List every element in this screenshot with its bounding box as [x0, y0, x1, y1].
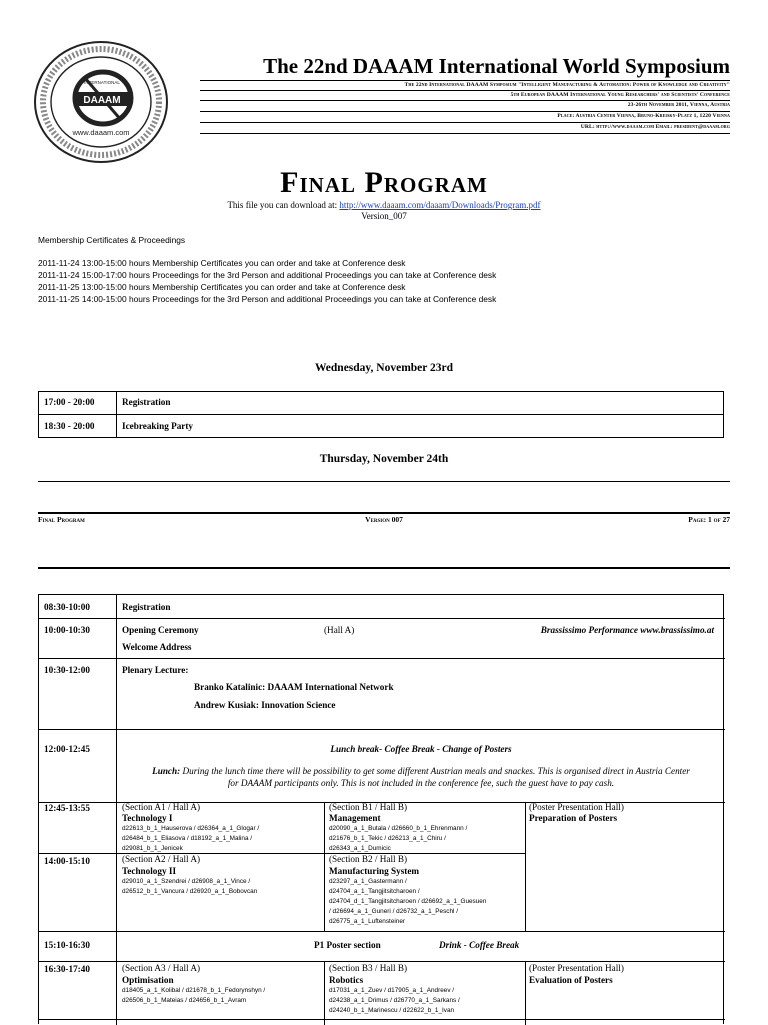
certificate-line: 2011-11-25 14:00-15:00 hours Proceedings for the 3rd Person and additional Proceedings you can take at Conference desk: [38, 294, 497, 304]
section-rule: [38, 481, 730, 482]
header-line-2: 5th European DAAAM International Young Researchers' and Scientists' Conference: [510, 92, 730, 98]
plenary-speaker: Andrew Kusiak: Innovation Science: [194, 700, 336, 710]
header-rule: [200, 90, 730, 91]
symposium-title: The 22nd DAAAM International World Symposium: [263, 54, 730, 78]
download-link[interactable]: http://www.daaam.com/daaam/Downloads/Program.pdf: [339, 200, 541, 210]
event-cell: Icebreaking Party: [122, 421, 194, 431]
plenary-lecture-label: Plenary Lecture:: [122, 665, 189, 675]
final-program-title: Final Program: [280, 166, 488, 199]
paper-list: d23297_a_1_Gastermann /: [329, 878, 407, 885]
paper-list: d20090_a_1_Butala / d26660_b_1_Ehrenmann /: [329, 825, 468, 832]
column-divider: [525, 802, 526, 931]
certificates-heading: Membership Certificates & Proceedings: [38, 235, 186, 245]
header-rule: [200, 122, 730, 123]
section-label: (Poster Presentation Hall): [529, 963, 624, 973]
event-cell: Registration: [122, 397, 171, 407]
header-rule: [200, 80, 730, 81]
header-line-4: Place: Austria Center Vienna, Bruno-Kreisky-Platz 1, 1220 Vienna: [557, 113, 730, 119]
paper-list: d29010_a_1_Szendrei / d26908_a_1_Vince /: [122, 878, 251, 885]
time-cell: 17:00 - 20:00: [44, 397, 95, 407]
daaam-logo: [33, 40, 170, 164]
time-cell: 10:30-12:00: [44, 665, 90, 675]
version-label: Version_007: [361, 211, 407, 221]
event-opening-ceremony: Opening Ceremony: [122, 625, 199, 635]
column-divider: [324, 961, 325, 1025]
section-label: (Section A2 / Hall A): [122, 854, 201, 864]
session-title: Technology I: [122, 813, 173, 823]
paper-list: d17031_a_1_Zuev / d17905_a_1_Andreev /: [329, 987, 455, 994]
section-label: (Section B3 / Hall B): [329, 963, 408, 973]
brassissimo-performance: Brassissimo Performance www.brassissimo.at: [540, 625, 714, 635]
row-divider: [39, 658, 725, 659]
daaam-seal-icon: [33, 40, 170, 164]
paper-list: / d26694_a_1_Guneri / d26732_a_1_Peschl /: [329, 908, 458, 915]
certificate-line: 2011-11-25 13:00-15:00 hours Membership Certificates you can order and take at Conference desk: [38, 282, 406, 292]
session-title: Optimisation: [122, 975, 174, 985]
time-cell: 08:30-10:00: [44, 602, 90, 612]
svg-text:www.daaam.com: www.daaam.com: [72, 128, 130, 137]
header-rule: [200, 100, 730, 101]
footer-center: Version 007: [365, 515, 403, 524]
lunch-break-title: Lunch break- Coffee Break - Change of Posters: [330, 744, 512, 754]
wednesday-table: [38, 391, 724, 438]
footer-page: Page: 1 of 27: [688, 515, 730, 524]
row-divider: [39, 853, 525, 854]
thursday-heading: Thursday, November 24th: [319, 453, 449, 465]
section-label: (Section A1 / Hall A): [122, 802, 201, 812]
paper-list: d24704_a_1_Tangjitsitcharoen /: [329, 888, 420, 895]
section-label: (Section A3 / Hall A): [122, 963, 201, 973]
certificate-line: 2011-11-24 15:00-17:00 hours Proceedings for the 3rd Person and additional Proceedings you can take at Conference desk: [38, 270, 497, 280]
wednesday-heading: Wednesday, November 23rd: [314, 362, 454, 374]
session-title: Manufacturing System: [329, 866, 420, 876]
session-title: Technology II: [122, 866, 177, 876]
column-divider: [525, 961, 526, 1025]
session-title: Management: [329, 813, 381, 823]
svg-text:DAAAM: DAAAM: [83, 95, 121, 106]
header-line-1: The 22nd International DAAAM Symposium "Intelligent Manufacturing & Automation: Power of Knowledge and Creativity": [404, 82, 730, 88]
logo-ring-text: [33, 40, 34, 41]
paper-list: d21676_b_1_Tekic / d26213_a_1_Chiru /: [329, 835, 446, 842]
paper-list: d24704_d_1_Tangjitsitcharoen / d26692_a_1_Guesuen: [329, 898, 487, 905]
time-cell: 12:45-13:55: [44, 803, 90, 813]
time-cell: 18:30 - 20:00: [44, 421, 95, 431]
time-cell: 10:00-10:30: [44, 625, 90, 635]
section-label: (Poster Presentation Hall): [529, 802, 624, 812]
column-divider: [116, 415, 117, 438]
header-line-3: 23-26th November 2011, Vienna, Austria: [627, 102, 730, 108]
paper-list: d26343_a_1_Dumicic: [329, 845, 391, 852]
footer-left: Final Program: [38, 515, 85, 524]
svg-text:INTERNATIONAL: INTERNATIONAL: [84, 80, 120, 85]
plenary-speaker: Branko Katalinic: DAAAM International Network: [194, 682, 394, 692]
paper-list: d22613_b_1_Hauserova / d26364_a_1_Glogar /: [122, 825, 260, 832]
drink-coffee-break: Drink - Coffee Break: [439, 940, 520, 950]
event-welcome-address: Welcome Address: [122, 642, 192, 652]
column-divider: [324, 802, 325, 931]
lunch-text: During the lunch time there will be possibility to get some different Austrian meals and snackes. This is organised direct in Austria Center: [180, 766, 690, 776]
time-cell: 12:00-12:45: [44, 744, 90, 754]
paper-list: d26484_b_1_Eliasova / d18192_a_1_Malina /: [122, 835, 253, 842]
column-divider: [116, 392, 117, 414]
time-cell: 14:00-15:10: [44, 856, 90, 866]
page-break-rule: [38, 567, 730, 569]
table-row: [39, 392, 723, 414]
header-rule: [200, 111, 730, 112]
paper-list: d24238_a_1_Drimus / d26770_a_1_Sarkans /: [329, 997, 460, 1004]
table-row: [39, 414, 723, 438]
time-cell: 15:10-16:30: [44, 940, 90, 950]
session-title: Evaluation of Posters: [529, 975, 613, 985]
row-divider: [39, 1019, 725, 1020]
session-title: Preparation of Posters: [529, 813, 618, 823]
paper-list: d26775_a_1_Luftensteiner: [329, 918, 406, 925]
certificate-line: 2011-11-24 13:00-15:00 hours Membership Certificates you can order and take at Conference desk: [38, 258, 406, 268]
lunch-text: for DAAAM participants only. This is not included in the conference fee, such the guest have to pay cash.: [227, 778, 615, 788]
poster-section: P1 Poster section: [314, 940, 381, 950]
footer-rule: [38, 512, 730, 514]
hall-label: (Hall A): [324, 625, 355, 635]
download-prefix: This file you can download at:: [227, 200, 340, 210]
paper-list: d26506_b_1_Mateias / d24656_b_1_Avram: [122, 997, 247, 1004]
row-divider: [39, 961, 725, 962]
download-note: [0, 200, 768, 210]
lunch-label: Lunch:: [152, 766, 181, 776]
row-divider: [39, 729, 725, 730]
paper-list: d29081_b_1_Jenicek: [122, 845, 183, 852]
section-label: (Section B1 / Hall B): [329, 802, 408, 812]
paper-list: d18405_a_1_Kolibal / d21678_b_1_Fedorynshyn /: [122, 987, 266, 994]
row-divider: [39, 931, 725, 932]
session-title: Robotics: [329, 975, 364, 985]
lunch-note: [117, 765, 725, 789]
time-cell: 16:30-17:40: [44, 964, 90, 974]
thursday-schedule: [38, 594, 724, 1024]
header-line-5: URL: http://www.daaam.com Email: president@daaam.org: [580, 124, 730, 130]
paper-list: d24240_b_1_Marinescu / d22622_b_1_Ivan: [329, 1007, 455, 1014]
header-rule: [200, 133, 730, 134]
row-divider: [39, 618, 725, 619]
event-registration: Registration: [122, 602, 171, 612]
section-label: (Section B2 / Hall B): [329, 854, 408, 864]
paper-list: d26512_b_1_Vancura / d26920_a_1_Bobovcan: [122, 888, 258, 895]
